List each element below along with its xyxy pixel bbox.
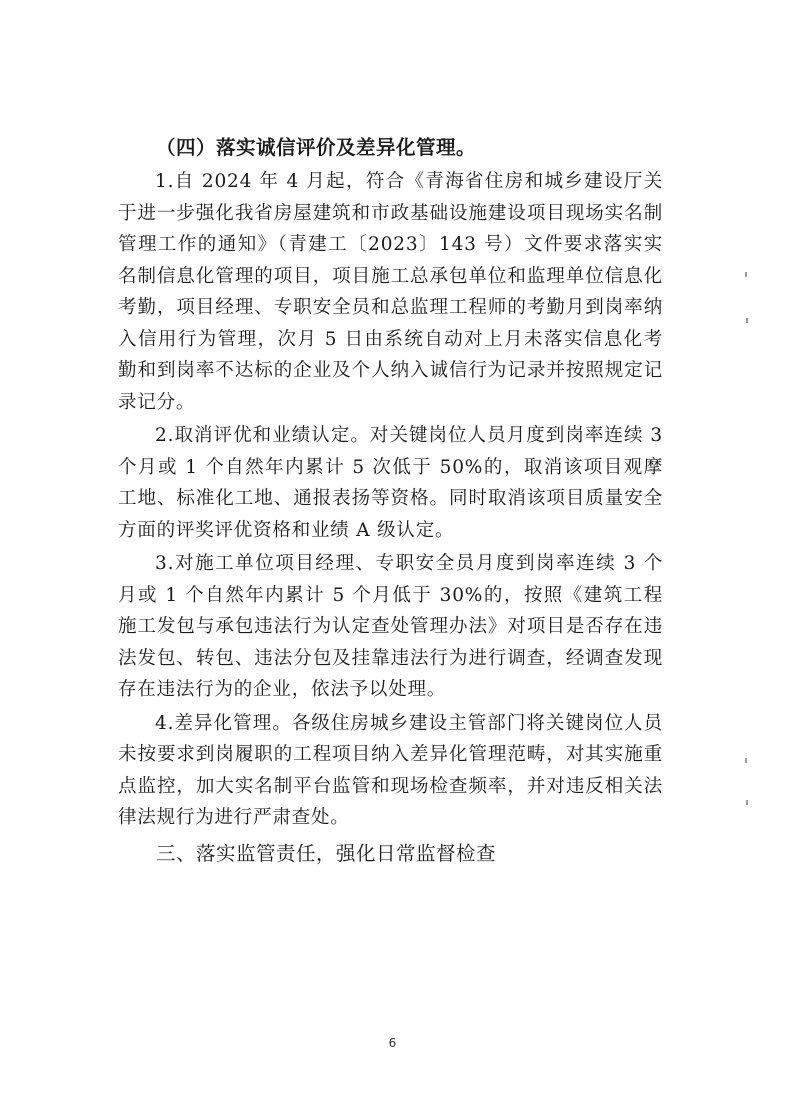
paragraph-4: 4.差异化管理。各级住房城乡建设主管部门将关键岗位人员未按要求到岗履职的工程项目纳入差异化管理范畴，对其实施重点监控，加大实名制平台监管和现场检查频率，并对违反相关法律法规行为进行严肃查处。 (118, 712, 663, 828)
scan-artifact-mark (745, 758, 747, 763)
scan-artifact-mark (746, 318, 748, 323)
document-body (118, 132, 663, 870)
scan-artifact-mark (746, 800, 748, 805)
section-heading: （四）落实诚信评价及差异化管理。 (156, 136, 477, 159)
paragraph-1: 1.自 2024 年 4 月起，符合《青海省住房和城乡建设厅关于进一步强化我省房屋建筑和市政基础设施建设项目现场实名制管理工作的通知》（青建工〔2023〕143 号）文件要求落实实名制信息化管理的项目，项目施工总承包单位和监理单位信息化考勤，项目经理、专职安全员和总监理工程师的考勤月到岗率纳入信用行为管理，次月 5 日由系统自动对上月未落实信息化考勤和到岗率不达标的企业及个人纳入诚信行为记录并按照规定记录记分。 (118, 171, 663, 413)
paragraph-2: 2.取消评优和业绩认定。对关键岗位人员月度到岗率连续 3 个月或 1 个自然年内累计 5 次低于 50%的，取消该项目观摩工地、标准化工地、通报表扬等资格。同时取消该项目质量安全方面的评奖评优资格和业绩 A 级认定。 (118, 425, 663, 541)
main-heading: 三、落实监管责任，强化日常监督检查 (156, 841, 497, 865)
page-number: 6 (388, 1036, 397, 1050)
paragraph-3: 3.对施工单位项目经理、专职安全员月度到岗率连续 3 个月或 1 个自然年内累计 5 个月低于 30%的，按照《建筑工程施工发包与承包违法行为认定查处管理办法》对项目是否存在违法发包、转包、违法分包及挂靠违法行为进行调查，经调查发现存在违法行为的企业，依法予以处理。 (118, 553, 663, 700)
scan-artifact-mark (745, 272, 747, 277)
